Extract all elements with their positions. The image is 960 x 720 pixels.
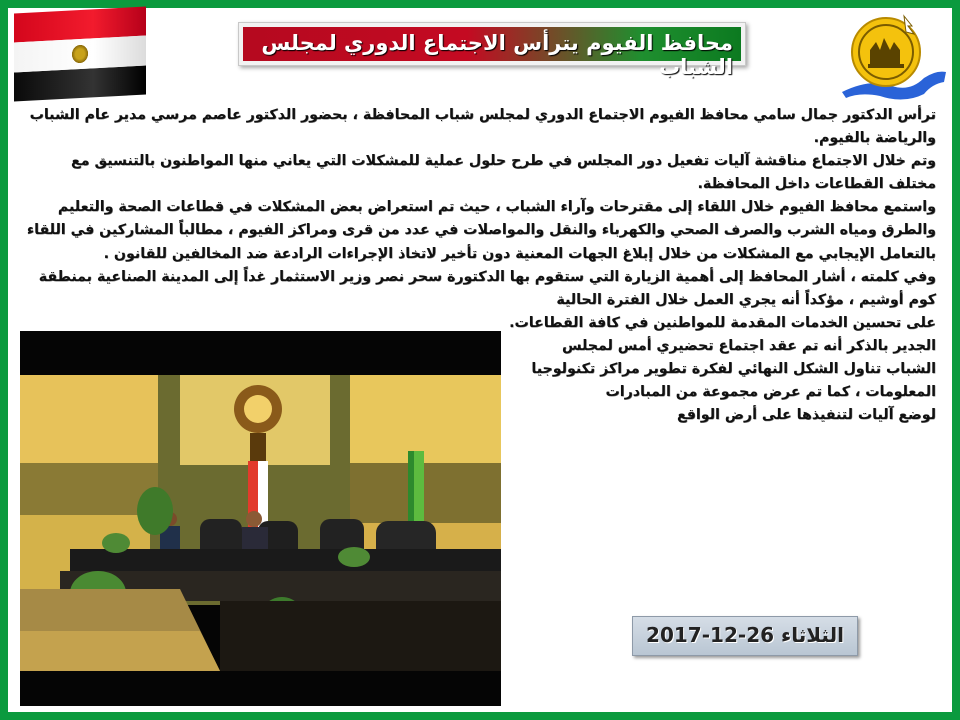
article-paragraph: على تحسين الخدمات المقدمة للمواطنين في كافة القطاعات.	[509, 314, 936, 331]
egypt-flag-icon	[14, 7, 146, 102]
article-paragraph: المعلومات ، كما تم عرض مجموعة من المبادرات	[605, 384, 936, 401]
article-paragraph: وفي كلمته ، أشار المحافظ إلى أهمية الزيارة التي ستقوم بها الدكتورة سحر نصر وزير الاستثمار غداً إلى المدينة الصناعية بمنطقة كوم أوشيم ، مؤكداً أنه يجري العمل خلال الفترة الحالية	[38, 268, 936, 308]
date-badge	[632, 616, 858, 656]
meeting-video[interactable]	[20, 331, 501, 706]
article-paragraph: لوضع آليات لتنفيذها على أرض الواقع	[676, 407, 936, 424]
meeting-photo	[20, 331, 501, 706]
article-paragraph: الجدير بالذكر أنه تم عقد اجتماع تحضيري أمس لمجلس	[561, 337, 936, 354]
title-banner	[238, 22, 746, 79]
fayoum-governorate-logo	[840, 12, 948, 100]
article-paragraph: الشباب تناول الشكل النهائي لفكرة تطوير مراكز تكنولوجيا	[531, 361, 936, 378]
article-paragraph: ترأس الدكتور جمال سامي محافظ الفيوم الاجتماع الدوري لمجلس شباب المحافظة ، بحضور الدكتور عاصم مرسي مدير عام الشباب والرياضة بالفيوم.	[29, 107, 936, 147]
article-paragraph: وتم خلال الاجتماع مناقشة آليات تفعيل دور المجلس في طرح حلول عملية للمشكلات التي يعاني منها المواطنون بالتنسيق مع مختلف القطاعات داخل المحافظة.	[71, 153, 936, 193]
date-text: الثلاثاء 26-12-2017	[646, 623, 844, 647]
article-paragraph: واستمع محافظ الفيوم خلال اللقاء إلى مقترحات وآراء الشباب ، حيث تم استعراض بعض المشكلات في قطاعات الصحة والتعليم والطرق ومياه الشرب والصرف الصحي والكهرباء والنقل والمواصلات في عدد من قرى ومراكز الفيوم ، مطالباً المشاركين في اللقاء بالتعامل الإيجابي مع المشكلات من خلال إبلاغ الجهات المعنية دون تأخير لاتخاذ الإجراءات الرادعة ضد المخالفين للقانون .	[26, 199, 936, 262]
page-title: محافظ الفيوم يترأس الاجتماع الدوري لمجلس الشباب	[261, 31, 733, 79]
